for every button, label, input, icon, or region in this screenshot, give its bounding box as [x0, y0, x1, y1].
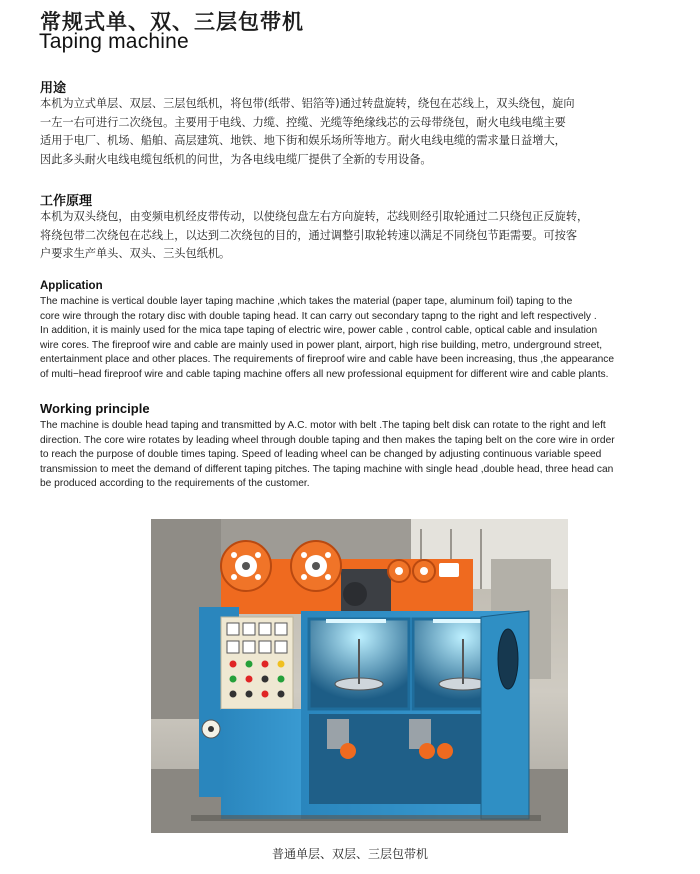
application-heading: Application [40, 280, 103, 292]
title-english: Taping machine [39, 30, 189, 53]
principle-en-line-3: to reach the purpose of double times taping. Speed of leading wheel can be changed by adjusting continuous variable speed [40, 449, 602, 461]
title-chinese: 常规式单、双、三层包带机 [40, 10, 304, 34]
principle-cn-line-1: 本机为双头绕包，由变频电机经皮带传动，以使绕包盘左右方向旋转，芯线则经引取轮通过二只绕包正反旋转， [40, 210, 589, 223]
application-line-6: of multi−head fireproof wire and cable taping machine offers all new professional equipment for different wire and cable plants. [40, 368, 609, 380]
working-principle-paragraph [40, 419, 680, 492]
usage-heading-cn: 用途 [40, 81, 67, 96]
machine-photo [151, 519, 568, 833]
application-line-1: The machine is vertical double layer taping machine ,which takes the material (paper tape, aluminum foil) taping to the [40, 296, 573, 307]
working-principle-heading: Working principle [40, 401, 150, 416]
application-line-4: wire cores. The fireproof wire and cable are mainly used in power plant, airport, high rise building, metro, underground street, [40, 339, 603, 351]
machine-illustration [151, 519, 568, 833]
principle-heading-cn: 工作原理 [40, 194, 93, 209]
principle-en-line-1: The machine is double head taping and transmitted by A.C. motor with belt .The taping belt disk can rotate to the right and left [40, 420, 606, 431]
figure-caption: 普通单层、双层、三层包带机 [271, 847, 428, 861]
usage-line-3: 适用于电厂、机场、船舶、高层建筑、地铁、地下街和娱乐场所等地方。耐火电线电缆的需求量日益增大， [40, 134, 566, 148]
principle-en-line-4: transmission to meet the demand of different taping pitches. The taping machine with single head ,double head, three head can [40, 463, 614, 475]
usage-line-4: 因此多头耐火电线电缆包纸机的问世，为各电线电缆厂提供了全新的专用设备。 [40, 152, 432, 166]
principle-paragraph-cn [40, 208, 660, 264]
principle-en-line-2: direction. The core wire rotates by leading wheel through double taping and then makes the taping belt on the core wire in order [40, 434, 615, 446]
usage-line-1: 本机为立式单层、双层、三层包纸机，将包带(纸带、铝箔等)通过转盘旋转，绕包在芯线上，双头绕包，旋向 [40, 97, 575, 110]
usage-paragraph-cn [40, 95, 660, 169]
application-line-3: In addition, it is mainly used for the mica tape taping of electric wire, power cable , control cable, optical cable and insulation [40, 325, 598, 337]
principle-cn-line-2: 将绕包带二次绕包在芯线上，以达到二次绕包的目的，通过调整引取轮转速以满足不同绕包节距需要。可按客 [40, 228, 578, 242]
application-line-5: entertainment place and other places. The requirements of fireproof wire and cable have been increasing, thus ,the appearance [40, 354, 615, 366]
usage-line-2: 一左一右可进行二次绕包。主要用于电线、力缆、控缆、光缆等绝缘线芯的云母带绕包，耐火电线电缆主要 [40, 115, 566, 129]
application-paragraph [40, 295, 680, 383]
principle-en-line-5: be produced according to the requirements of the customer. [40, 478, 310, 490]
application-line-2: core wire through the rotary disc with double taping head. It can carry out secondary tapng to the right and left respectively . [40, 310, 597, 322]
principle-cn-line-3: 户要求生产单头、双头、三头包纸机。 [40, 247, 231, 261]
